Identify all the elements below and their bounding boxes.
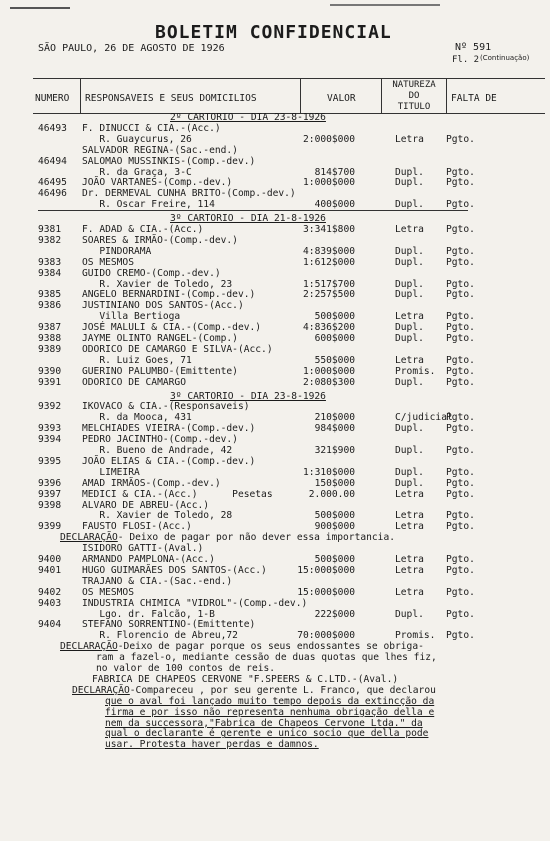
- list-item: [38, 412, 543, 423]
- list-item: [38, 609, 543, 620]
- list-item: [38, 289, 543, 300]
- declaration: [60, 641, 424, 652]
- entry-value: 500$000: [314, 510, 355, 522]
- list-item: [38, 322, 543, 333]
- entry-reason: Pgto.: [446, 166, 475, 178]
- section-title: 2º CARTORIO - DIA 23-8-1926: [170, 112, 326, 123]
- list-item: [38, 235, 543, 246]
- entry-type: Dupl.: [395, 199, 424, 211]
- ink-mark: [10, 7, 70, 9]
- entry-reason: Pgto.: [446, 477, 475, 489]
- entry-responsible: F. ADAD & CIA.-(Acc.): [82, 224, 204, 235]
- declaration-label: DECLARAÇÃO: [60, 532, 118, 544]
- entry-reason: Pgto.: [446, 365, 475, 377]
- entry-value: 210$000: [314, 412, 355, 424]
- declaration-text: usar. Protesta haver perdas e damnos.: [105, 739, 319, 751]
- entry-responsible: STEFANO SORRENTINO-(Emittente): [82, 619, 256, 631]
- natureza-line: NATUREZA: [392, 80, 436, 90]
- ink-mark: [330, 4, 440, 6]
- entry-value: 500$000: [314, 554, 355, 565]
- entry-number: 9384: [38, 267, 62, 279]
- list-item: [38, 123, 543, 134]
- entry-number: 9401: [38, 564, 62, 576]
- entry-reason: Pgto.: [446, 376, 475, 388]
- list-item: [38, 199, 543, 210]
- list-item: [38, 268, 543, 279]
- entry-responsible: ODORICO DE CAMARGO: [82, 376, 186, 388]
- list-item: [38, 279, 543, 290]
- entry-number: 9382: [38, 234, 62, 246]
- entry-type: Dupl.: [395, 177, 424, 189]
- list-item: [38, 246, 543, 257]
- entry-responsible: JOÃO VARTANES-(Comp.-dev.): [82, 177, 233, 189]
- list-item: [38, 156, 543, 167]
- declaration-text: ram a fazel-o, mediante cessão de duas quotas que lhes fiz,: [96, 652, 437, 664]
- entry-number: 9388: [38, 333, 62, 344]
- entry-reason: Pgto.: [446, 423, 475, 435]
- entry-value: 550$000: [314, 354, 355, 366]
- entry-responsible: PINDORAMA: [82, 245, 152, 257]
- entry-type: C/judicial: [395, 412, 453, 424]
- list-item: [38, 587, 543, 598]
- entry-number: 9394: [38, 434, 62, 446]
- column-header-numero: NUMERO: [35, 93, 70, 104]
- company-name: FABRICA DE CHAPEOS CERVONE "F.SPEERS & C.LTD.-(Aval.): [92, 673, 399, 685]
- entry-reason: Pgto.: [446, 630, 475, 642]
- entry-reason: Pgto.: [446, 177, 475, 189]
- entry-responsible: R. Oscar Freire, 114: [82, 199, 215, 211]
- entry-reason: Pgto.: [446, 256, 475, 268]
- entry-value: 900$000: [314, 521, 355, 533]
- entry-reason: Pgto.: [446, 311, 475, 323]
- list-item: [38, 500, 543, 511]
- entry-reason: Pgto.: [446, 564, 475, 576]
- entry-reason: Pgto.: [446, 488, 475, 500]
- entry-value: 4:839$000: [303, 245, 355, 257]
- entry-responsible: SOARES & IRMÃO-(Comp.-dev.): [82, 234, 238, 246]
- entry-reason: Pgto.: [446, 554, 475, 565]
- entry-type: Dupl.: [395, 256, 424, 268]
- entry-value: 984$000: [314, 423, 355, 435]
- entry-type: Letra: [395, 586, 424, 598]
- rule-line: [38, 210, 468, 211]
- entry-responsible: JOÃO ELIAS & CIA.-(Comp.-dev.): [82, 455, 256, 467]
- entry-reason: Pgto.: [446, 521, 475, 533]
- list-item: [38, 576, 543, 587]
- entry-responsible: MEDICI & CIA.-(Acc.) Pesetas: [82, 488, 273, 500]
- list-item: [38, 467, 543, 478]
- continuation-note: (Continuação): [480, 54, 530, 62]
- list-item: [38, 521, 543, 532]
- entry-value: 70:000$000: [297, 630, 355, 642]
- list-item: [38, 598, 543, 609]
- entry-value: 1:517$700: [303, 278, 355, 290]
- entry-type: Letra: [395, 311, 424, 323]
- entry-number: 9383: [38, 256, 62, 268]
- list-item: [38, 401, 543, 412]
- list-item: [38, 377, 543, 388]
- declaration-text: nem da successora,"Fabrica de Chapeos Cervone Ltda." da: [105, 717, 423, 729]
- entry-number: 46493: [38, 122, 67, 134]
- entry-number: 9393: [38, 423, 62, 435]
- entry-number: 9404: [38, 619, 62, 631]
- entry-type: Dupl.: [395, 608, 424, 620]
- entry-responsible: R. Florencio de Abreu,72: [82, 630, 238, 642]
- sheet-number: Fl. 2: [452, 55, 480, 65]
- entry-reason: Pgto.: [446, 278, 475, 290]
- entry-reason: Pgto.: [446, 245, 475, 257]
- list-item: [38, 257, 543, 268]
- entry-value: 2.000.00: [308, 488, 355, 500]
- entry-responsible: FAUSTO FLOSI-(Acc.): [82, 521, 192, 533]
- entry-responsible: R. Guaycurus, 26: [82, 133, 192, 145]
- list-item: [38, 489, 543, 500]
- list-item: [38, 344, 543, 355]
- entry-type: Letra: [395, 488, 424, 500]
- entry-responsible: MELCHIADES VIEIRA-(Comp.-dev.): [82, 423, 256, 435]
- entry-number: 9399: [38, 521, 62, 533]
- declaration-text: -Deixo de pagar porque os seus endossantes se obriga-: [117, 641, 424, 653]
- entry-responsible: ARMANDO PAMPLONA-(Acc.): [82, 554, 215, 565]
- list-item: [38, 423, 543, 434]
- list-item: [38, 311, 543, 322]
- entry-responsible: Lgo. dr. Falcão, 1-B: [82, 608, 215, 620]
- list-item: [38, 630, 543, 641]
- entry-value: 600$000: [314, 333, 355, 344]
- column-header-valor: VALOR: [327, 93, 356, 104]
- column-header-responsaveis: RESPONSAVEIS E SEUS DOMICILIOS: [85, 93, 257, 104]
- entry-type: Letra: [395, 510, 424, 522]
- entry-value: 4:836$200: [303, 322, 355, 334]
- entry-type: Promis.: [395, 630, 436, 642]
- list-item: [38, 333, 543, 344]
- entry-reason: Pgto.: [446, 133, 475, 145]
- entry-reason: Pgto.: [446, 224, 475, 235]
- entry-value: 1:000$000: [303, 177, 355, 189]
- list-item: [38, 445, 543, 456]
- entry-value: 400$000: [314, 199, 355, 211]
- city-date: SÃO PAULO, 26 DE AGOSTO DE 1926: [38, 43, 225, 54]
- list-item: [38, 565, 543, 576]
- entry-reason: Pgto.: [446, 354, 475, 366]
- entry-type: Letra: [395, 564, 424, 576]
- entry-number: 46495: [38, 177, 67, 189]
- column-divider: [300, 79, 301, 113]
- entry-reason: Pgto.: [446, 289, 475, 301]
- table-header: [33, 78, 545, 114]
- list-item: [38, 478, 543, 489]
- entry-value: 321$900: [314, 445, 355, 456]
- entry-number: 46494: [38, 155, 67, 167]
- list-item: [38, 145, 543, 156]
- entry-type: Dupl.: [395, 477, 424, 489]
- entry-number: 9381: [38, 224, 62, 235]
- list-item: [38, 510, 543, 521]
- entry-reason: Pgto.: [446, 445, 475, 456]
- entry-number: 9387: [38, 322, 62, 334]
- entry-type: Dupl.: [395, 376, 424, 388]
- entry-type: Dupl.: [395, 245, 424, 257]
- natureza-line: TITULO: [397, 102, 431, 112]
- entry-reason: Pgto.: [446, 466, 475, 478]
- entry-number: 9386: [38, 300, 62, 312]
- entry-responsible: OS MESMOS: [82, 256, 134, 268]
- entry-number: 9397: [38, 488, 62, 500]
- entry-responsible: ALVARO DE ABREU-(Acc.): [82, 499, 210, 511]
- entry-type: Letra: [395, 354, 424, 366]
- column-divider: [446, 79, 447, 113]
- entry-number: 9402: [38, 586, 62, 598]
- entry-type: Letra: [395, 133, 424, 145]
- list-item: [38, 134, 543, 145]
- list-item: [38, 224, 543, 235]
- entry-number: 9400: [38, 554, 62, 565]
- entry-responsible: AMAD IRMÃOS-(Comp.-dev.): [82, 477, 221, 489]
- entry-reason: Pgto.: [446, 322, 475, 334]
- list-item: [38, 456, 543, 467]
- entry-type: Promis.: [395, 365, 436, 377]
- entry-reason: Pgto.: [446, 199, 475, 211]
- entry-type: Dupl.: [395, 289, 424, 301]
- entry-responsible: JUSTINIANO DOS SANTOS-(Acc.): [82, 300, 244, 312]
- list-item: [38, 355, 543, 366]
- column-header-falta: FALTA DE: [451, 93, 497, 104]
- entry-number: 9392: [38, 401, 62, 413]
- entry-number: 9390: [38, 365, 62, 377]
- entry-responsible: GUERINO PALUMBO-(Emittente): [82, 365, 238, 377]
- declaration-text: que o aval foi lançado muito tempo depois da extincção da: [105, 695, 435, 707]
- list-item: [38, 167, 543, 178]
- entry-value: 2:080$300: [303, 376, 355, 388]
- bulletin-number: Nº 591: [455, 42, 492, 53]
- list-item: [38, 619, 543, 630]
- declaration-text: qual o declarante é gerente e unico socio que della pode: [105, 728, 429, 740]
- entry-value: 500$000: [314, 311, 355, 323]
- declaration-text: firma e por isso não representa nenhuma obrigação della e: [105, 706, 435, 718]
- entry-type: Letra: [395, 554, 424, 565]
- entry-number: 9398: [38, 499, 62, 511]
- section-title: 3º CARTORIO - DIA 21-8-1926: [170, 213, 326, 225]
- section-title: 3º CARTORIO - DIA 23-8-1926: [170, 390, 326, 402]
- column-header-natureza: [384, 80, 444, 113]
- list-item: [38, 177, 543, 188]
- entry-responsible: ANGELO BERNARDINI-(Comp.-dev.): [82, 289, 256, 301]
- entry-number: 9403: [38, 597, 62, 609]
- entry-responsible: HUGO GUIMARÃES DOS SANTOS-(Acc.): [82, 564, 267, 576]
- declaration: [72, 685, 436, 696]
- entry-value: 1:310$000: [303, 466, 355, 478]
- column-divider: [80, 79, 81, 113]
- entry-number: 9395: [38, 455, 62, 467]
- entry-responsible: R. Luiz Goes, 71: [82, 354, 192, 366]
- entry-value: 2:000$000: [303, 133, 355, 145]
- entry-responsible: R. da Graça, 3-C: [82, 166, 192, 178]
- entry-type: Letra: [395, 521, 424, 533]
- entry-responsible: LIMEIRA: [82, 466, 140, 478]
- list-item: [38, 434, 543, 445]
- entry-number: 9396: [38, 477, 62, 489]
- entry-value: 814$700: [314, 166, 355, 178]
- entry-type: Dupl.: [395, 333, 424, 344]
- entry-responsible: OS MESMOS: [82, 586, 134, 598]
- entry-type: Dupl.: [395, 278, 424, 290]
- entry-type: Letra: [395, 224, 424, 235]
- guarantor-name: ISIDORO GATTI-(Aval.): [82, 543, 204, 555]
- entry-reason: Pgto.: [446, 510, 475, 522]
- entry-type: Dupl.: [395, 466, 424, 478]
- entry-reason: Pgto.: [446, 412, 475, 424]
- entry-type: Dupl.: [395, 166, 424, 178]
- entry-type: Dupl.: [395, 322, 424, 334]
- entry-value: 15:000$000: [297, 564, 355, 576]
- entry-responsible: F. DINUCCI & CIA.-(Acc.): [82, 122, 221, 134]
- list-item: [38, 554, 543, 565]
- entry-value: 1:612$000: [303, 256, 355, 268]
- entry-number: 9385: [38, 289, 62, 301]
- entry-reason: Pgto.: [446, 586, 475, 598]
- declaration-text: - Deixo de pagar por não dever essa importancia.: [117, 532, 396, 544]
- natureza-line: DO: [408, 91, 420, 101]
- declaration-text: no valor de 100 contos de reis.: [96, 663, 276, 674]
- declaration-label: DECLARAÇÃO: [60, 641, 118, 653]
- declaration: [60, 532, 395, 543]
- list-item: [38, 188, 543, 199]
- entry-value: 3:341$800: [303, 224, 355, 235]
- entry-responsible: JAYME OLINTO RANGEL-(Comp.): [82, 333, 238, 344]
- entry-number: 9389: [38, 343, 62, 355]
- entry-number: 46496: [38, 188, 67, 200]
- entry-responsible: TRAJANO & CIA.-(Sac.-end.): [82, 575, 233, 587]
- entry-responsible: ODORICO DE CAMARGO E SILVA-(Acc.): [82, 343, 273, 355]
- entry-type: Dupl.: [395, 445, 424, 456]
- column-divider: [381, 79, 382, 113]
- entry-value: 2:257$500: [303, 289, 355, 301]
- entry-value: 15:000$000: [297, 586, 355, 598]
- entry-reason: Pgto.: [446, 333, 475, 344]
- entry-responsible: Dr. DERMEVAL CUNHA BRITO-(Comp.-dev.): [82, 188, 296, 200]
- declaration-label: DECLARAÇÃO: [72, 684, 130, 696]
- entry-responsible: JOSÉ MALULI & CIA.-(Comp.-dev.): [82, 322, 262, 334]
- entry-responsible: GUIDO CREMO-(Comp.-dev.): [82, 267, 221, 279]
- entry-responsible: R. da Mooca, 431: [82, 412, 192, 424]
- entry-responsible: INDUSTRIA CHIMICA "VIDROL"-(Comp.-dev.): [82, 597, 308, 609]
- entry-responsible: SALVADOR REGINA-(Sac.-end.): [82, 144, 238, 156]
- entry-responsible: R. Xavier de Toledo, 28: [82, 510, 233, 522]
- entry-responsible: R. Xavier de Toledo, 23: [82, 278, 233, 290]
- entry-number: 9391: [38, 376, 62, 388]
- entry-reason: Pgto.: [446, 608, 475, 620]
- list-item: [38, 366, 543, 377]
- entry-type: Dupl.: [395, 423, 424, 435]
- page-title: BOLETIM CONFIDENCIAL: [155, 22, 392, 43]
- entry-responsible: IKOVACO & CIA.-(Responsaveis): [82, 401, 250, 413]
- entry-value: 222$000: [314, 608, 355, 620]
- list-item: [38, 300, 543, 311]
- entry-responsible: PEDRO JACINTHO-(Comp.-dev.): [82, 434, 238, 446]
- entry-responsible: SALOMAO MUSSINKIS-(Comp.-dev.): [82, 155, 256, 167]
- entry-responsible: R. Bueno de Andrade, 42: [82, 445, 233, 456]
- declaration-text: -Compareceu , por seu gerente L. Franco, que declarou: [129, 684, 436, 696]
- entry-value: 150$000: [314, 477, 355, 489]
- entry-responsible: Villa Bertioga: [82, 311, 181, 323]
- entry-value: 1:000$000: [303, 365, 355, 377]
